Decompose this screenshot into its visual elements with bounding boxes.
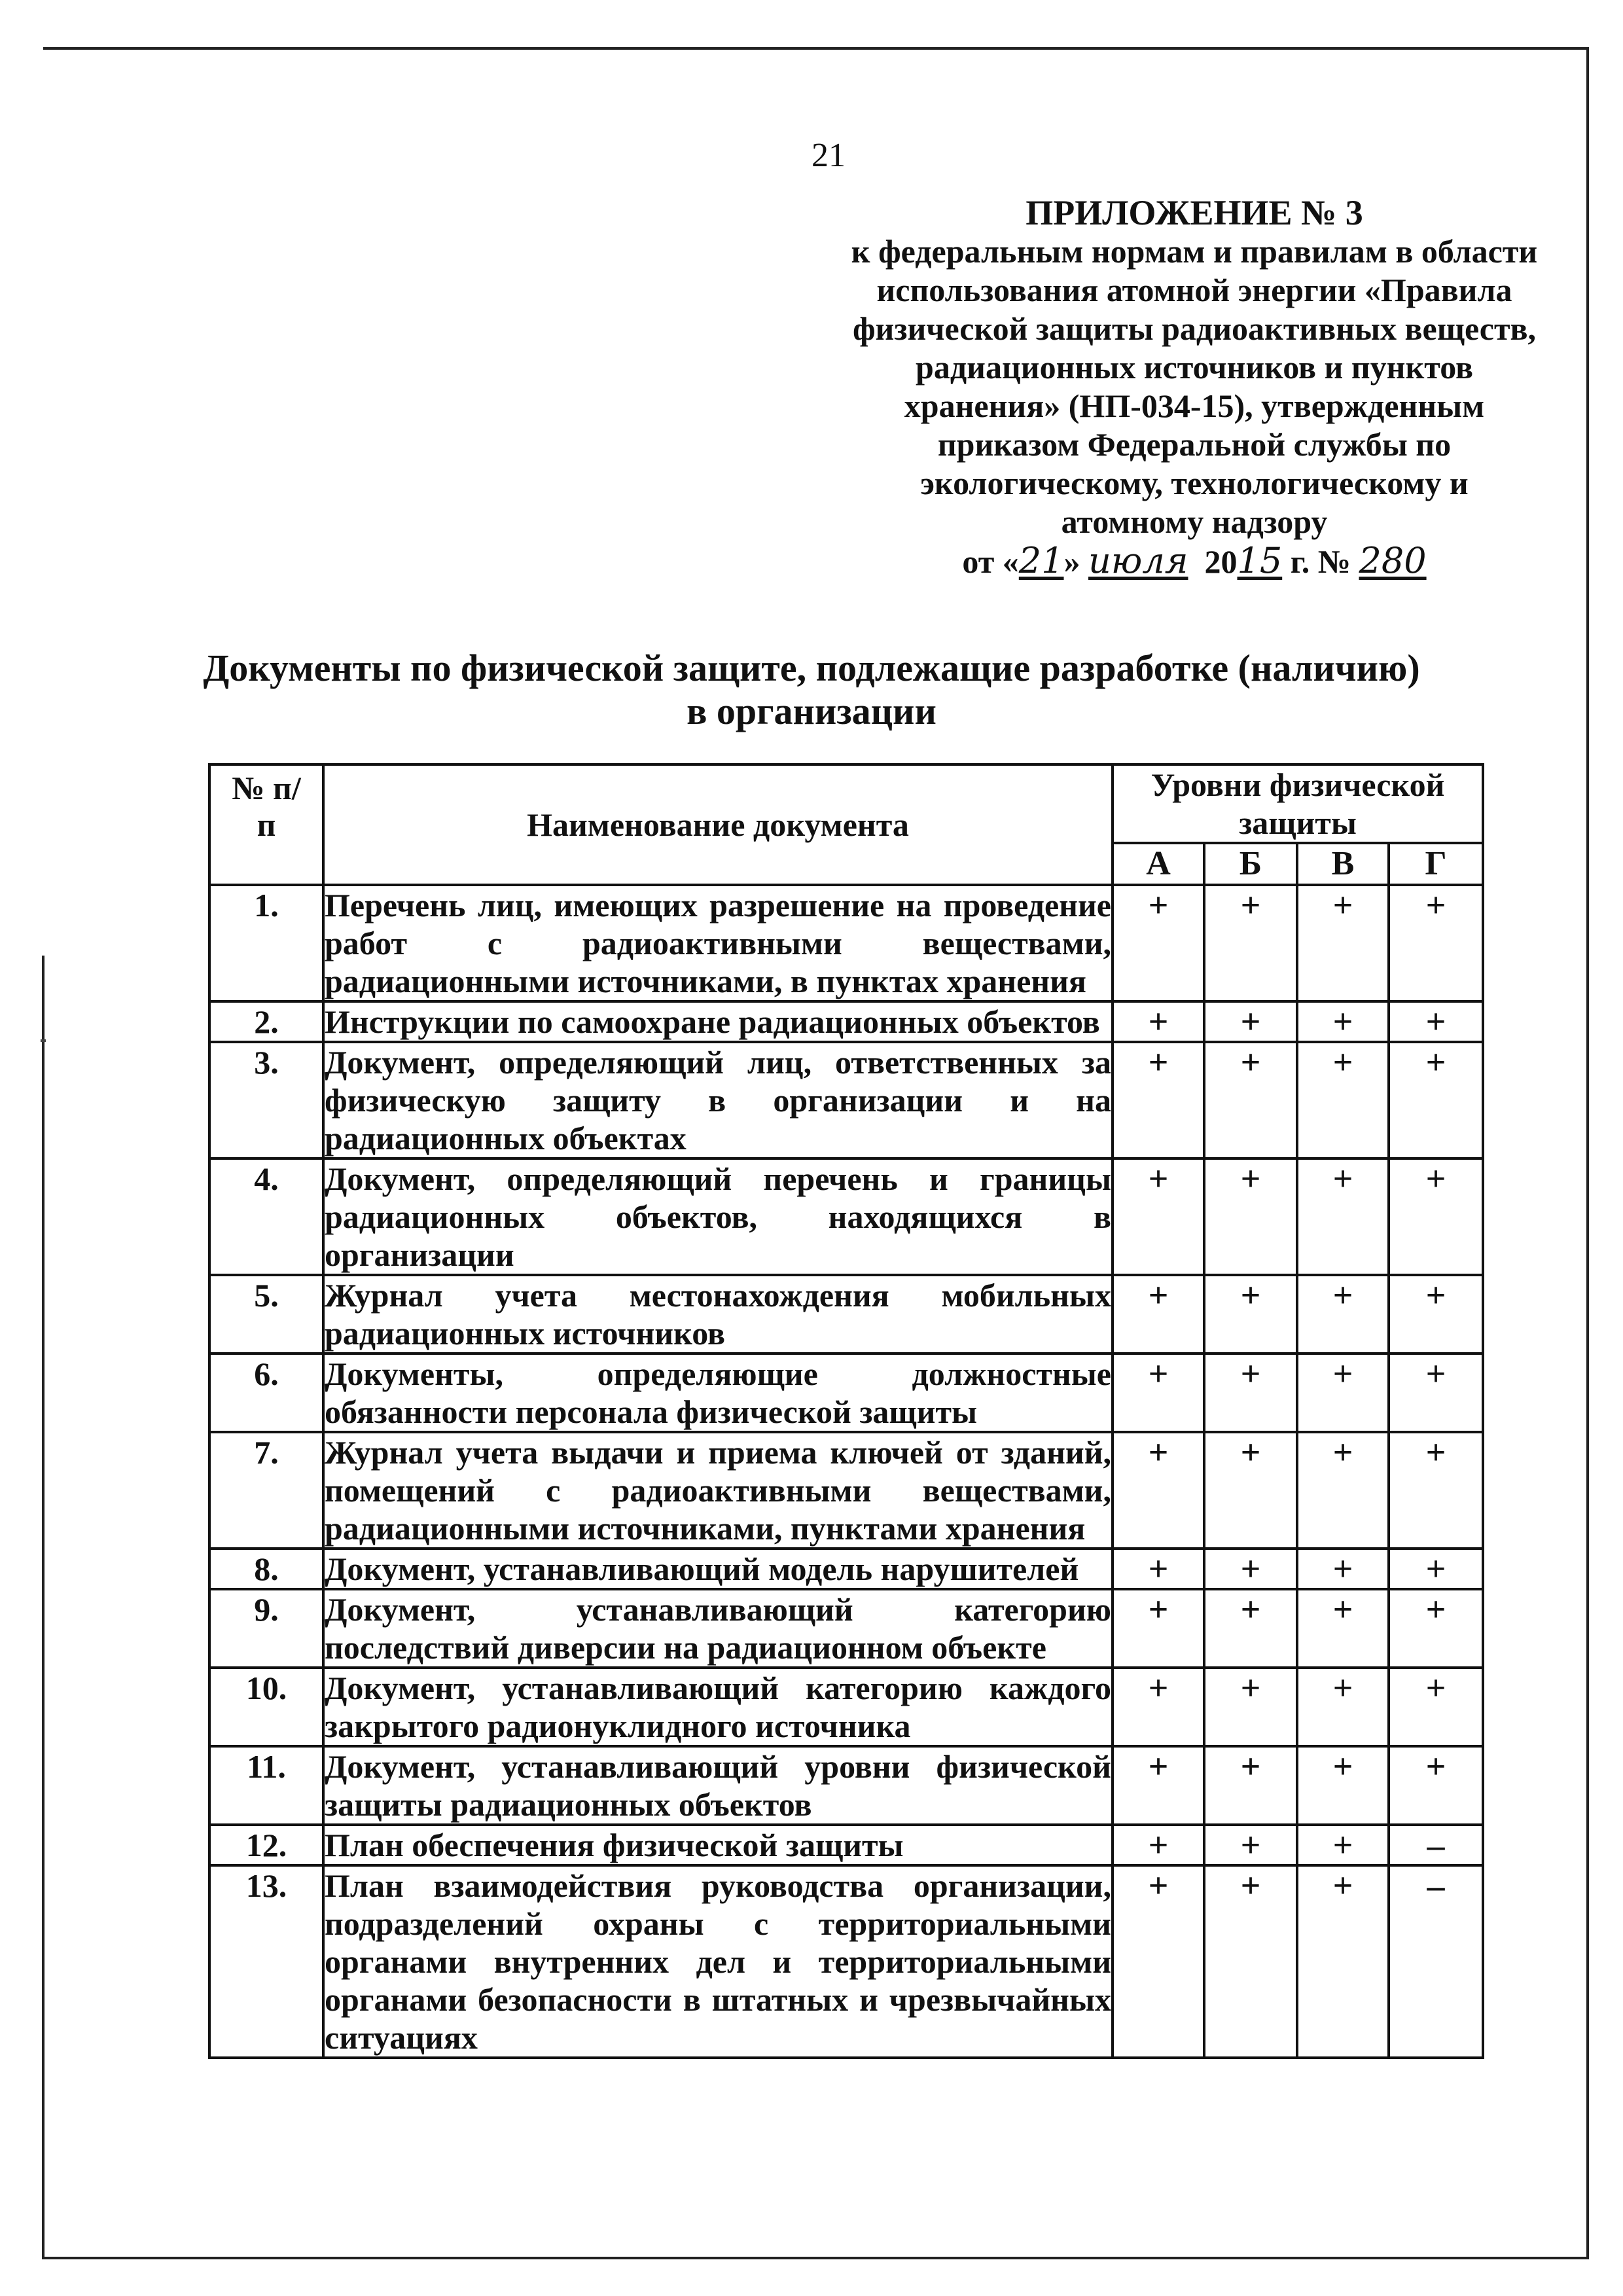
row-number: 6. [209, 1354, 323, 1432]
level-a-mark: + [1113, 1746, 1204, 1825]
document-name: Документ, устанавливающий модель нарушителей [323, 1549, 1113, 1589]
page-number: 21 [812, 137, 846, 174]
row-number: 2. [209, 1001, 323, 1042]
appendix-line: хранения» (НП-034-15), утвержденным [904, 387, 1485, 424]
level-b-mark: + [1204, 885, 1297, 1001]
level-g-mark: + [1389, 1354, 1483, 1432]
document-name: Документ, определяющий лиц, ответственных за физическую защиту в организации и на радиационных объектах [323, 1042, 1113, 1158]
row-number: 3. [209, 1042, 323, 1158]
level-g-mark: + [1389, 1668, 1483, 1746]
table-row [209, 1042, 1483, 1158]
column-header-name: Наименование документа [323, 764, 1113, 885]
level-a-mark: + [1113, 1432, 1204, 1549]
document-name: Документ, устанавливающий категорию последствий диверсии на радиационном объекте [323, 1589, 1113, 1668]
appendix-line: к федеральным нормам и правилам в области [851, 233, 1538, 270]
level-b-mark: + [1204, 1746, 1297, 1825]
level-g-mark: + [1389, 885, 1483, 1001]
table-row [209, 1275, 1483, 1354]
table-row [209, 1825, 1483, 1865]
row-number: 11. [209, 1746, 323, 1825]
page-border-right [1586, 47, 1589, 2259]
level-a-mark: + [1113, 1354, 1204, 1432]
level-b-mark: + [1204, 1001, 1297, 1042]
table-row [209, 1589, 1483, 1668]
level-a-mark: + [1113, 1865, 1204, 2058]
level-a-mark: + [1113, 1158, 1204, 1275]
level-a-mark: + [1113, 1589, 1204, 1668]
level-g-mark: + [1389, 1589, 1483, 1668]
level-g-mark: + [1389, 1432, 1483, 1549]
table-row [209, 1354, 1483, 1432]
row-number: 13. [209, 1865, 323, 2058]
document-name: Журнал учета местонахождения мобильных радиационных источников [323, 1275, 1113, 1354]
row-number: 8. [209, 1549, 323, 1589]
date-month-handwritten: июля [1088, 540, 1188, 581]
level-a-header: А [1113, 843, 1204, 885]
level-v-mark: + [1297, 1432, 1389, 1549]
level-a-mark: + [1113, 1825, 1204, 1865]
level-v-mark: + [1297, 1865, 1389, 2058]
level-g-mark: – [1389, 1825, 1483, 1865]
document-name: Документ, устанавливающий уровни физической защиты радиационных объектов [323, 1746, 1113, 1825]
document-name: Документ, определяющий перечень и границы радиационных объектов, находящихся в организации [323, 1158, 1113, 1275]
level-v-header: В [1297, 843, 1389, 885]
level-a-mark: + [1113, 1668, 1204, 1746]
level-g-mark: – [1389, 1865, 1483, 2058]
date-year-handwritten: 15 [1237, 540, 1283, 581]
date-mid: » [1063, 543, 1080, 580]
column-header-number: № п/п [209, 764, 323, 885]
level-g-mark: + [1389, 1158, 1483, 1275]
level-v-mark: + [1297, 1042, 1389, 1158]
level-v-mark: + [1297, 1589, 1389, 1668]
appendix-header [812, 194, 1577, 581]
row-number: 4. [209, 1158, 323, 1275]
level-g-mark: + [1389, 1042, 1483, 1158]
table-row [209, 1549, 1483, 1589]
document-name: Журнал учета выдачи и приема ключей от зданий, помещений с радиоактивными веществами, радиационными источниками, пунктами хранения [323, 1432, 1113, 1549]
appendix-line: экологическому, технологическому и [920, 465, 1469, 501]
row-number: 1. [209, 885, 323, 1001]
row-number: 10. [209, 1668, 323, 1746]
date-prefix: от « [962, 543, 1019, 580]
table-row [209, 885, 1483, 1001]
level-v-mark: + [1297, 1354, 1389, 1432]
appendix-line: атомному надзору [1061, 503, 1328, 540]
level-g-mark: + [1389, 1746, 1483, 1825]
level-v-mark: + [1297, 1668, 1389, 1746]
table-row [209, 1865, 1483, 2058]
scan-mark [41, 1039, 46, 1042]
level-b-mark: + [1204, 1275, 1297, 1354]
document-name: Инструкции по самоохране радиационных объектов [323, 1001, 1113, 1042]
date-day-handwritten: 21 [1018, 540, 1064, 581]
level-g-mark: + [1389, 1549, 1483, 1589]
order-number-handwritten: 280 [1359, 540, 1427, 581]
row-number: 7. [209, 1432, 323, 1549]
appendix-title: ПРИЛОЖЕНИЕ № 3 [1026, 193, 1363, 232]
level-b-mark: + [1204, 1432, 1297, 1549]
level-b-mark: + [1204, 1354, 1297, 1432]
level-v-mark: + [1297, 1158, 1389, 1275]
table-row [209, 1746, 1483, 1825]
table-row [209, 1001, 1483, 1042]
level-a-mark: + [1113, 1549, 1204, 1589]
level-g-mark: + [1389, 1001, 1483, 1042]
level-b-mark: + [1204, 1042, 1297, 1158]
order-date-line [812, 541, 1577, 581]
level-a-mark: + [1113, 1275, 1204, 1354]
document-title [39, 647, 1584, 733]
date-year-prefix: 20 [1204, 543, 1238, 580]
date-year-end: г. № [1282, 543, 1351, 580]
page-border-bottom [42, 2257, 1589, 2259]
document-name: Перечень лиц, имеющих разрешение на проведение работ с радиоактивными веществами, радиационными источниками, в пунктах хранения [323, 885, 1113, 1001]
level-v-mark: + [1297, 1275, 1389, 1354]
appendix-line: использования атомной энергии «Правила [876, 272, 1512, 308]
document-name: План обеспечения физической защиты [323, 1825, 1113, 1865]
level-b-mark: + [1204, 1668, 1297, 1746]
level-b-mark: + [1204, 1865, 1297, 2058]
level-b-mark: + [1204, 1549, 1297, 1589]
document-title-line: в организации [687, 690, 936, 732]
page-border-top [43, 47, 1588, 50]
level-v-mark: + [1297, 1549, 1389, 1589]
level-b-header: Б [1204, 843, 1297, 885]
level-v-mark: + [1297, 1001, 1389, 1042]
documents-table [208, 763, 1484, 2059]
appendix-line: физической защиты радиоактивных веществ, [852, 310, 1537, 347]
appendix-line: приказом Федеральной службы по [937, 426, 1452, 463]
row-number: 5. [209, 1275, 323, 1354]
appendix-line: радиационных источников и пунктов [916, 349, 1473, 386]
document-name: Документы, определяющие должностные обязанности персонала физической защиты [323, 1354, 1113, 1432]
level-g-header: Г [1389, 843, 1483, 885]
page-border-left [42, 956, 45, 2258]
table-row [209, 1432, 1483, 1549]
level-b-mark: + [1204, 1589, 1297, 1668]
table-row [209, 1668, 1483, 1746]
column-header-levels: Уровни физической защиты [1113, 764, 1483, 843]
level-b-mark: + [1204, 1158, 1297, 1275]
level-v-mark: + [1297, 885, 1389, 1001]
level-a-mark: + [1113, 1042, 1204, 1158]
document-title-line: Документы по физической защите, подлежащие разработке (наличию) [203, 647, 1420, 689]
level-a-mark: + [1113, 885, 1204, 1001]
table-row [209, 1158, 1483, 1275]
level-b-mark: + [1204, 1825, 1297, 1865]
document-name: План взаимодействия руководства организации, подразделений охраны с территориальными органами внутренних дел и территориальными органами безопасности в штатных и чрезвычайных ситуациях [323, 1865, 1113, 2058]
level-v-mark: + [1297, 1825, 1389, 1865]
level-v-mark: + [1297, 1746, 1389, 1825]
document-name: Документ, устанавливающий категорию каждого закрытого радионуклидного источника [323, 1668, 1113, 1746]
row-number: 12. [209, 1825, 323, 1865]
row-number: 9. [209, 1589, 323, 1668]
level-g-mark: + [1389, 1275, 1483, 1354]
level-a-mark: + [1113, 1001, 1204, 1042]
